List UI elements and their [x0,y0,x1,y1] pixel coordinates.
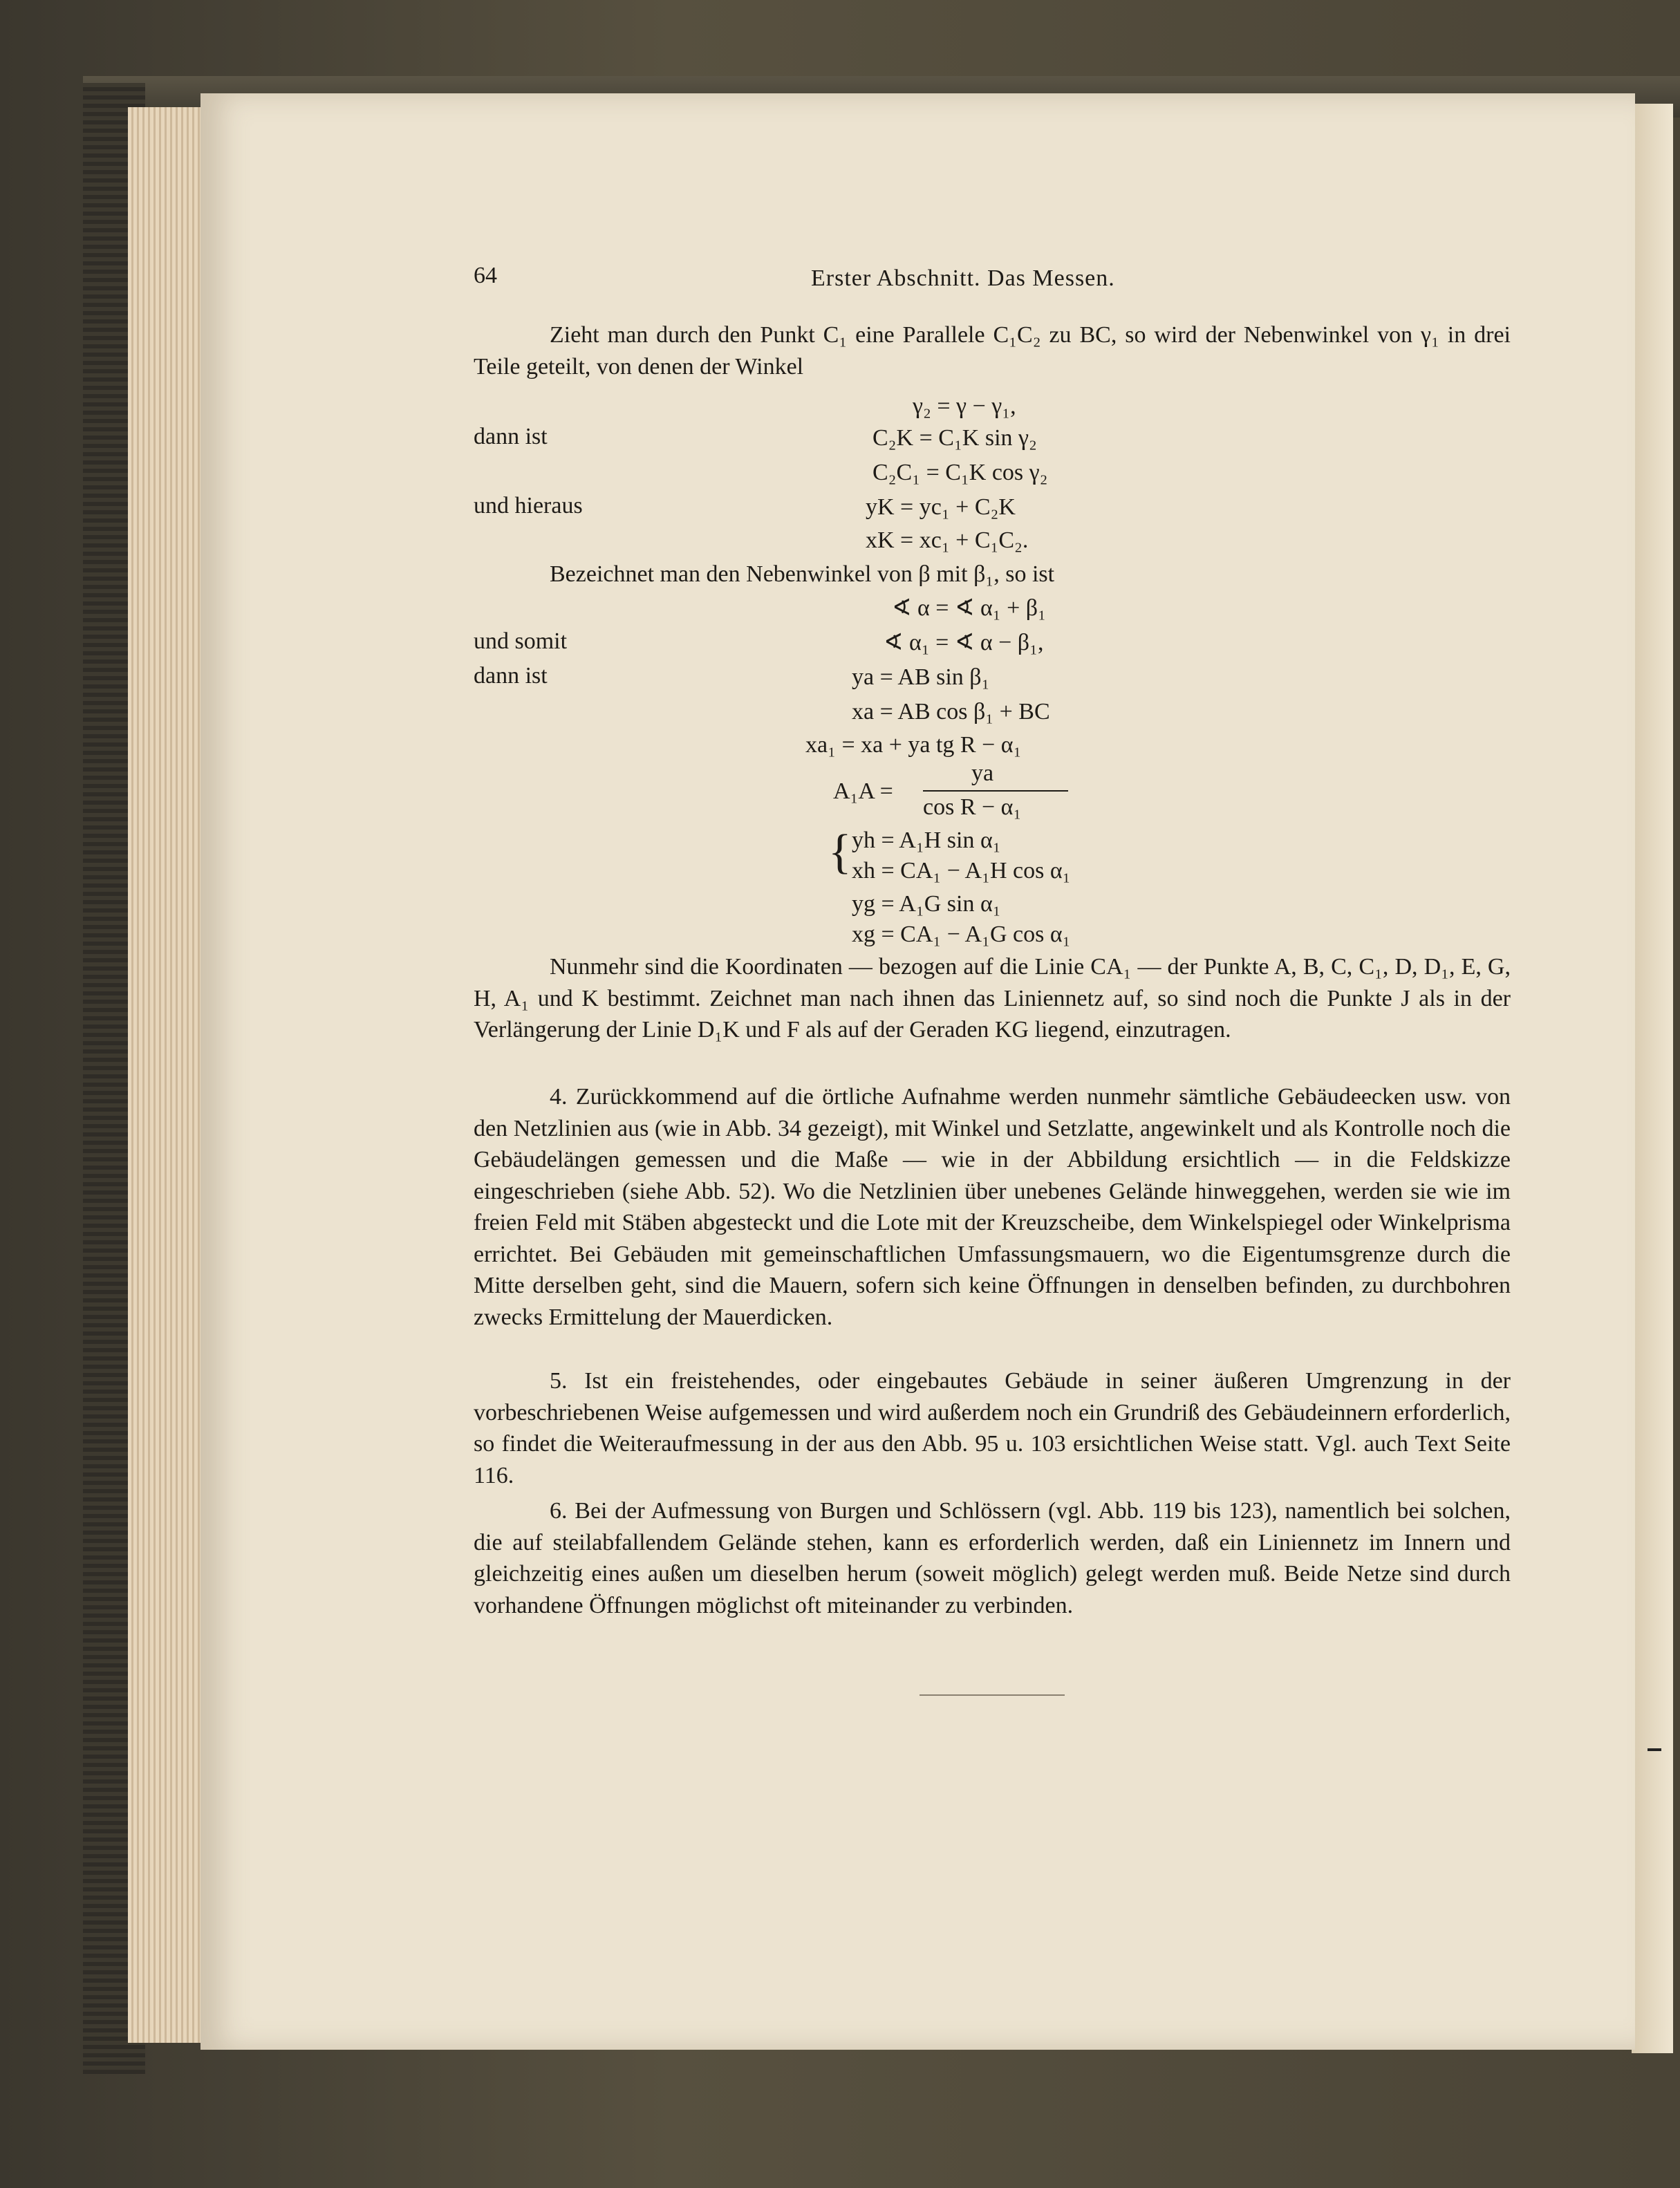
margin-mark [1648,1748,1661,1751]
equation-xg: xg = CA₁ − A₁G cos α₁ [852,922,1071,947]
equation-ya: ya = AB sin β₁ [852,664,990,690]
bezeichnet-line: Bezeichnet man den Nebenwinkel von β mit β₁, so ist [550,561,1055,587]
equation-xk: xK = xc₁ + C₁C₂. [866,527,1029,553]
running-title: Erster Abschnitt. Das Messen. [811,265,1115,291]
end-rule [920,1694,1065,1696]
equation-c2k: C₂K = C₁K sin γ₂ [872,425,1037,451]
equation-a1a-denominator: cos R − α₁ [923,794,1022,820]
page-edges [128,107,204,2043]
label-dann-ist-2: dann ist [474,663,548,689]
equation-c2c1: C₂C₁ = C₁K cos γ₂ [872,460,1048,485]
label-dann-ist: dann ist [474,424,548,449]
brace-glyph: { [828,825,852,879]
intro-paragraph: Zieht man durch den Punkt C₁ eine Parallele C₁C₂ zu BC, so wird der Nebenwinkel von γ₁ in drei Teile geteilt, von denen der Winkel [474,322,1511,380]
equation-angle-alpha1: ∢ α₁ = ∢ α − β₁, [884,630,1044,655]
equation-xa1: xa₁ = xa + ya tg R − α₁ [805,732,1022,758]
paragraph-nunmehr: Nunmehr sind die Koordinaten — bezogen auf die Linie CA₁ — der Punkte A, B, C, C₁, D, D₁, E, G, H, A₁ und K bestimmt. Zeichnet man nach ihnen das Liniennetz auf, so sind noch die Punkte J als in der Verlängerung der Linie D₁K und F als auf der Geraden KG liegend, einzutragen. [474,954,1511,1042]
equation-angle-alpha: ∢ α = ∢ α₁ + β₁ [892,595,1046,621]
paragraph-6: 6. Bei der Aufmessung von Burgen und Schlössern (vgl. Abb. 119 bis 123), namentlich bei solchen, die auf steilabfallendem Gelände stehen, kann es erforderlich werden, daß ein Liniennetz im Innern und gleichzeitig eines außen um dieselben herum (soweit möglich) gelegt werden muß. Beide Netze sind durch vorhandene Öffnungen möglichst oft miteinander zu verbinden. [474,1498,1511,1618]
label-und-hieraus: und hieraus [474,493,583,518]
equation-gamma2: γ₂ = γ − γ₁, [913,393,1016,419]
label-und-somit: und somit [474,628,568,654]
equation-yk: yK = yc₁ + C₂K [866,494,1016,520]
paragraph-5: 5. Ist ein freistehendes, oder eingebautes Gebäude in seiner äußeren Umgrenzung in der vorbeschriebenen Weise aufgemessen und wird außerdem noch ein Grundriß des Gebäudeinnern erforderlich, so findet die Weiteraufmessung in der aus den Abb. 95 u. 103 ersichtlichen Weise statt. Vgl. auch Text Seite 116. [474,1368,1511,1488]
equation-a1a-lhs: A₁A = [833,778,893,804]
page-number: 64 [474,263,497,288]
equation-xa: xa = AB cos β₁ + BC [852,699,1050,724]
equation-a1a-numerator: ya [971,760,994,786]
paragraph-4: 4. Zurückkommend auf die örtliche Aufnahme werden nunmehr sämtliche Gebäudeecken usw. von den Netzlinien aus (wie in Abb. 34 gezeigt), mit Winkel und Setzlatte, angewinkelt und als Kontrolle noch die Gebäudelängen gemessen und die Maße — wie in der Abbildung ersichtlich — in die Feldskizze eingeschrieben (siehe Abb. 52). Wo die Netzlinien über unebenes Gelände hinweggehen, werden sie wie im freien Feld mit Stäben abgesteckt und die Lote mit der Kreuzscheibe, dem Winkelspiegel oder Winkelprisma errichtet. Bei Gebäuden mit gemeinschaftlichen Umfassungsmauern, wo die Eigentumsgrenze durch die Mitte derselben geht, sind die Mauern, sofern sich keine Öffnungen in denselben befinden, zu durchbohren zwecks Ermittelung der Mauerdicken. [474,1084,1511,1330]
equation-yg: yg = A₁G sin α₁ [852,891,1001,917]
book-page [200,93,1635,2050]
equation-yh: yh = A₁H sin α₁ [852,827,1001,853]
equation-xh: xh = CA₁ − A₁H cos α₁ [852,858,1071,883]
facing-page-edge [1632,104,1673,2053]
